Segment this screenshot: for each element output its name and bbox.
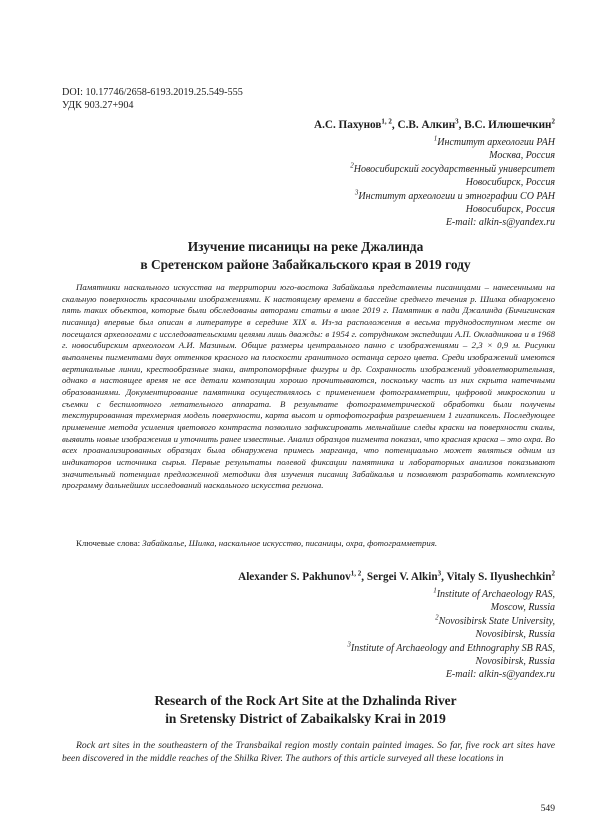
en-abstract: Rock art sites in the southeastern of the Transbaikal region mostly contain painted images. So far, five rock art sites have been discovered in the middle reaches of the Shilka River. The authors of this article surveyed all these locations in <box>62 740 555 764</box>
ru-title-line-2: в Сретенском районе Забайкальского края в 2019 году <box>140 256 471 272</box>
en-author-3: Vitaly S. Ilyushechkin <box>446 571 552 583</box>
en-affiliations <box>238 588 555 682</box>
en-author-2-sup: 3 <box>437 569 442 578</box>
ru-author-2-sup: 3 <box>455 117 459 126</box>
en-affiliation-line: Novosibirsk, Russia <box>475 629 555 641</box>
en-author-2: Sergei V. Alkin <box>366 571 438 583</box>
ru-keywords <box>76 538 437 549</box>
en-author-1: Alexander S. Pakhunov <box>238 571 351 583</box>
ru-author-3-sup: 2 <box>551 117 555 126</box>
ru-article-title <box>40 238 571 273</box>
keywords-list: Забайкалье, Шилка, наскальное искусство, писаницы, охра, фотограмметрия. <box>142 538 438 548</box>
en-author-block <box>238 570 555 682</box>
ru-affiliation-line: Новосибирск, Россия <box>465 204 555 216</box>
keywords-label: Ключевые слова: <box>76 538 141 548</box>
ru-affiliation-line: $^3$Институт археологии и этнографии СО РАН <box>354 188 555 202</box>
ru-affiliation-line: $^2$Новосибирский государственный университет <box>350 161 555 175</box>
en-article-title <box>40 692 571 727</box>
ru-affiliation-line: Москва, Россия <box>489 150 555 162</box>
ru-authors: А.С. Пахунов$^{1, 2}$, С.В. Алкин$^3$, В.С. Илюшечкин$^2$ <box>314 117 555 131</box>
ru-author-1-sup: 1, 2 <box>381 117 392 126</box>
en-author-3-sup: 2 <box>551 569 555 578</box>
en-author-1-sup: 1, 2 <box>350 569 362 578</box>
en-affiliation-line: Moscow, Russia <box>490 602 555 614</box>
en-affiliation-line: $^2$Novosibirsk State University, <box>435 613 555 627</box>
ru-author-1: А.С. Пахунов <box>314 119 382 131</box>
en-email[interactable]: E-mail: alkin-s@yandex.ru <box>445 669 555 681</box>
en-title-line-2: in Sretensky District of Zabaikalsky Krai in 2019 <box>165 710 446 726</box>
page-number: 549 <box>540 803 555 814</box>
ru-author-3: В.С. Илюшечкин <box>464 119 552 131</box>
doi-line[interactable]: DOI: 10.17746/2658-6193.2019.25.549-555 <box>62 87 243 98</box>
ru-affiliation-line: $^1$Институт археологии РАН <box>433 134 555 148</box>
en-affiliation-line: Novosibirsk, Russia <box>475 656 555 668</box>
doi-block <box>62 86 243 112</box>
en-title-line-1: Research of the Rock Art Site at the Dzhalinda River <box>154 693 457 708</box>
ru-author-2: С.В. Алкин <box>397 119 456 131</box>
ru-author-block <box>314 118 555 230</box>
ru-title-line-1: Изучение писаницы на реке Джалинда <box>187 239 424 254</box>
ru-email[interactable]: E-mail: alkin-s@yandex.ru <box>445 217 555 229</box>
ru-affiliation-line: Новосибирск, Россия <box>465 177 555 189</box>
en-affiliation-line: $^1$Institute of Archaeology RAS, <box>433 586 555 600</box>
en-affiliation-line: $^3$Institute of Archaeology and Ethnography SB RAS, <box>347 640 555 654</box>
udk-line: УДК 903.27+904 <box>62 100 134 111</box>
en-authors: Alexander S. Pakhunov$^{1, 2}$, Sergei V. Alkin$^3$, Vitaly S. Ilyushechkin$^2$ <box>238 569 555 583</box>
ru-abstract: Памятники наскального искусства на территории юго-востока Забайкалья представлены писаницами – нанесенными на скальную поверхность красочными изображениями. К настоящему времени в бассейне среднего течения р. Шилка обнаружено пять таких объектов, которые были обследованы авторами статьи в июле 2019 г. Памятник в пади Джалинда (Бичигинская писаница) впервые был описан в литературе в середине XIX в. Из-за расположения в весьма труднодоступном месте он посещался археологами с исследовательскими целями лишь дважды: в 1954 г. сотрудником экспедиции А.П. Окладникова и в 1968 г. новосибирским археологом А.И. Мазиным. Общие размеры центрального панно с изображениями – 2,3 × 0,9 м. Рисунки выполнены пигментами двух оттенков красного на плоскости гранитного останца серого цвета. Среди изображений имеются вертикальные линии, крестообразные знаки, антропоморфные фигуры и др. Сохранность изображений удовлетворительная, однако в настоящее время не все детали композиции хорошо прочитываются, поскольку часть из них скрыта натечными образованиями. Документирование памятника осуществлялось с применением фотограмметрии, цифровой микроскопии и съемки с беспилотного летательного аппарата. В результате фотограмметрической обработки были получены текстурированная трехмерная модель поверхности, карта высот и ортофотография разрешением 1 гигапиксель. Последующее применение метода усиления цветового контраста позволило зафиксировать мельчайшие следы краски на поверхности скалы, выявить новые изображения и уточнить ранее известные. Анализ образцов пигмента показал, что красная краска – это охра. Во всех проанализированных образцах была обнаружена примесь марганца, что потенциально может являться одним из индикаторов источника сырья. Первые результаты полевой фиксации памятника и лабораторных анализов показывают значительный потенциал предложенной методики для изучения писаниц Забайкалья и позволяют разработать комплексную программу дальнейших исследований наскального искусства региона. <box>62 282 555 491</box>
ru-affiliations <box>314 136 555 230</box>
